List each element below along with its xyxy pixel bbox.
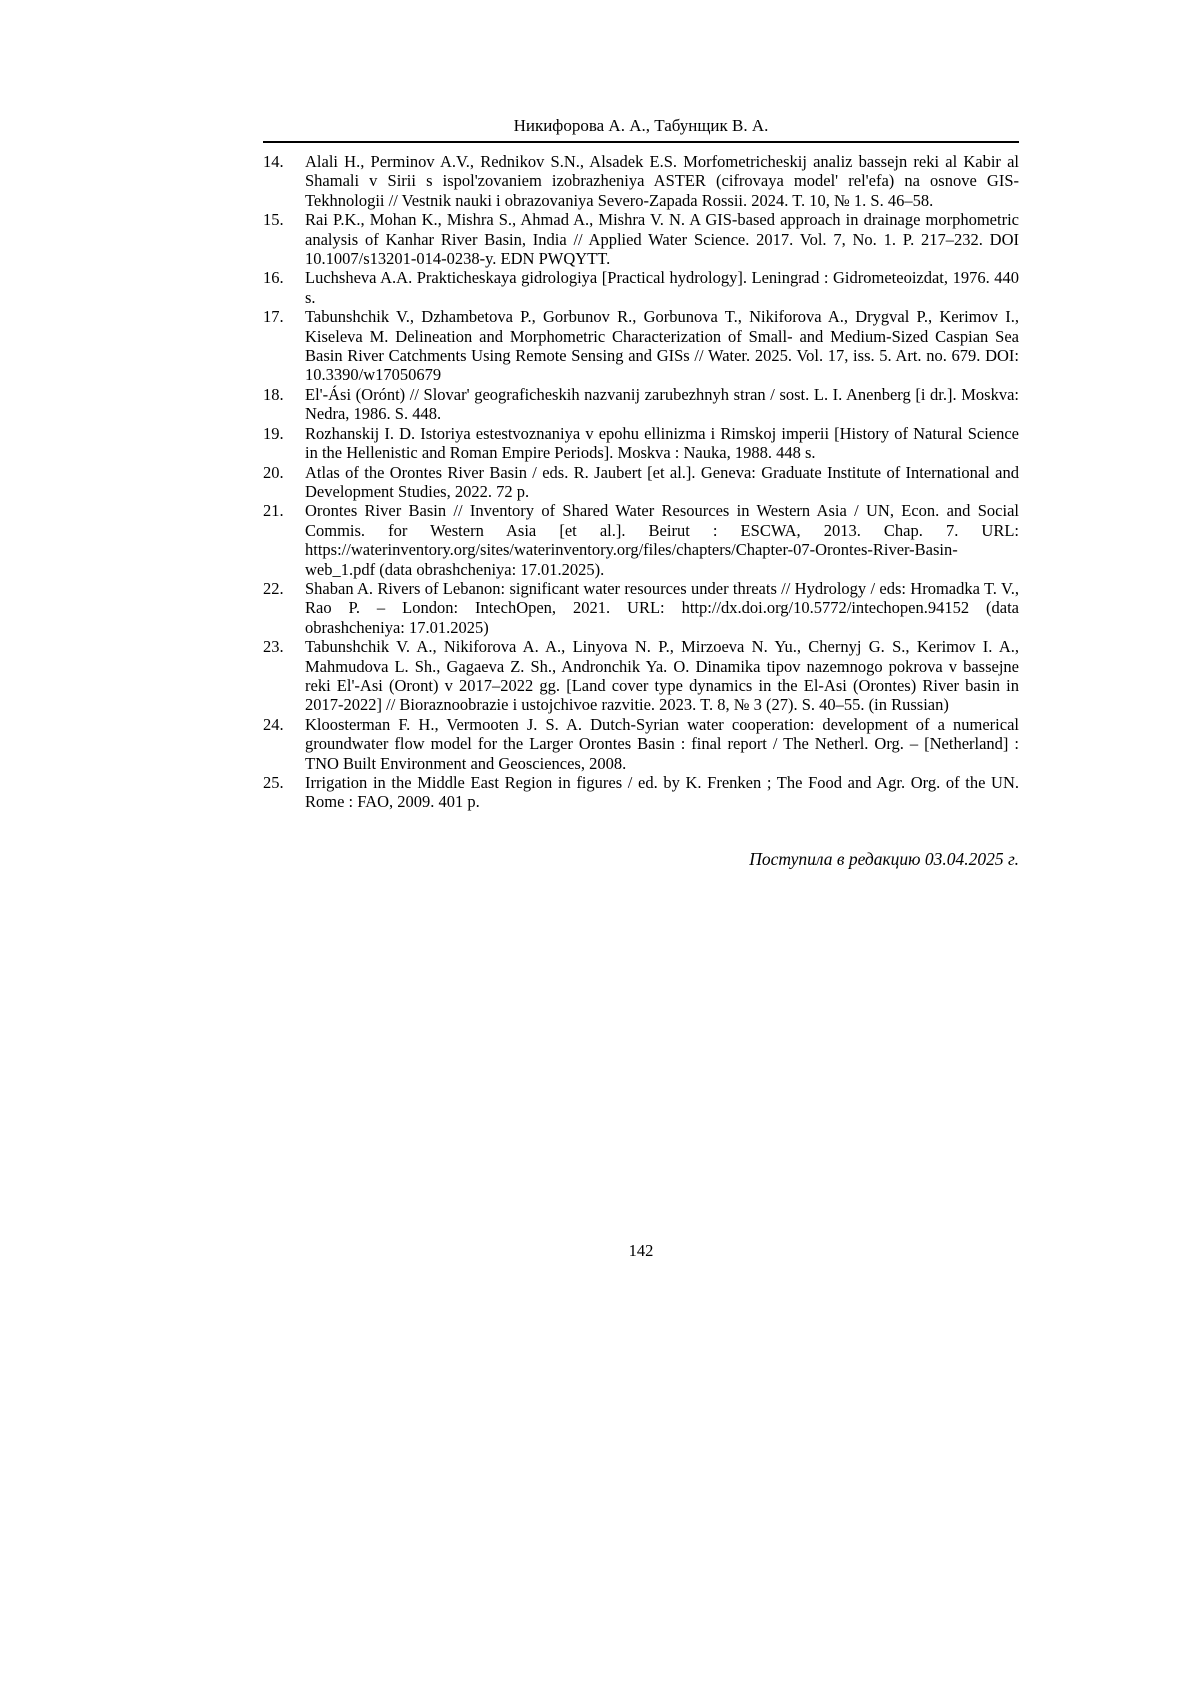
reference-item-21 [263,501,1019,579]
running-header: Никифорова А. А., Табунщик В. А. [263,116,1019,143]
reference-text: El'-Ási (Orónt) // Slovar' geograficheskih nazvanij zarubezhnyh stran / sost. L. I. Anenberg [i dr.]. Moskva: Nedra, 1986. S. 448. [305,384,1019,424]
reference-item-24 [263,715,1019,773]
reference-item-25 [263,773,1019,812]
reference-number: 15. [263,210,284,230]
reference-number: 25. [263,773,284,792]
reference-item-17 [263,307,1019,385]
reference-number: 16. [263,268,284,288]
reference-number: 20. [263,462,284,482]
reference-item-20 [263,463,1019,502]
received-note: Поступила в редакцию 03.04.2025 г. [749,848,1019,869]
reference-text: Tabunshchik V. A., Nikiforova A. A., Linyova N. P., Mirzoeva N. Yu., Chernyj G. S., Kerimov I. A., Mahmudova L. Sh., Gagaeva Z. Sh., Andronchik Ya. O. Dinamika tipov nazemnogo pokrova v bassejne reki El'-Asi (Oront) v 2017–2022 gg. [Land cover type dynamics in the El-Asi (Orontes) River basin in 2017-2022] // Bioraznoobrazie i ustojchivoe razvitie. 2023. T. 8, № 3 (27). S. 40–55. (in Russian) [305,637,1019,715]
page-content [263,116,1019,870]
reference-text: Kloosterman F. H., Vermooten J. S. A. Dutch-Syrian water cooperation: development of a numerical groundwater flow model for the Larger Orontes Basin : final report / The Netherl. Org. – [Netherland] : TNO Built Environment and Geosciences, 2008. [305,714,1019,773]
reference-number: 19. [263,423,284,443]
reference-item-22 [263,579,1019,637]
reference-item-18 [263,385,1019,424]
reference-text: Luchsheva A.A. Prakticheskaya gidrologiya [Practical hydrology]. Leningrad : Gidrometeoizdat, 1976. 440 s. [305,268,1019,307]
reference-text: Tabunshchik V., Dzhambetova P., Gorbunov R., Gorbunova T., Nikiforova A., Drygval P., Kerimov I., Kiseleva M. Delineation and Morphometric Characterization of Small- and Medium-Sized Caspian Sea Basin River Catchments Using Remote Sensing and GISs // Water. 2025. Vol. 17, iss. 5. Art. no. 679. DOI: 10.3390/w17050679 [305,307,1019,385]
reference-text: Irrigation in the Middle East Region in figures / ed. by K. Frenken ; The Food and Agr. Org. of the UN. Rome : FAO, 2009. 401 p. [305,773,1019,812]
reference-number: 24. [263,714,284,734]
reference-text: Atlas of the Orontes River Basin / eds. R. Jaubert [et al.]. Geneva: Graduate Institute of International and Development Studies, 2022. 72 p. [305,462,1019,501]
page-number: 142 [628,1241,654,1260]
reference-text: Rozhanskij I. D. Istoriya estestvoznaniya v epohu ellinizma i Rimskoj imperii [History of Natural Science in the Hellenistic and Roman Empire Periods]. Moskva : Nauka, 1988. 448 s. [305,423,1019,463]
reference-item-15 [263,210,1019,268]
reference-number: 18. [263,384,284,404]
reference-item-23 [263,637,1019,715]
reference-item-14 [263,152,1019,210]
reference-number: 21. [263,501,284,521]
reference-number: 14. [263,152,284,171]
reference-text: Rai P.K., Mohan K., Mishra S., Ahmad A., Mishra V. N. A GIS-based approach in drainage morphometric analysis of Kanhar River Basin, India // Applied Water Science. 2017. Vol. 7, No. 1. P. 217–232. DOI 10.1007/s13201-014-0238-y. EDN PWQYTT. [305,210,1019,269]
reference-number: 17. [263,307,284,327]
reference-number: 23. [263,637,284,657]
reference-list [263,152,1019,812]
reference-number: 22. [263,578,284,598]
reference-text: Orontes River Basin // Inventory of Shared Water Resources in Western Asia / UN, Econ. and Social Commis. for Western Asia [et al.]. Beirut : ESCWA, 2013. Chap. 7. URL: https://waterinventory.org/sites/waterinventory.org/files/chapters/Chapter-07-Orontes-River-Basin-web_1.pdf (data obrashcheniya: 17.01.2025). [305,501,1019,579]
reference-text: Alali H., Perminov A.V., Rednikov S.N., Alsadek E.S. Morfometricheskij analiz bassejn reki al Kabir al Shamali v Sirii s ispol'zovaniem izobrazheniya ASTER (cifrovaya model' rel'efa) na osnove GIS-Tekhnologii // Vestnik nauki i obrazovaniya Severo-Zapada Rossii. 2024. T. 10, № 1. S. 46–58. [305,152,1019,210]
reference-text: Shaban A. Rivers of Lebanon: significant water resources under threats // Hydrology / eds: Hromadka T. V., Rao P. – London: IntechOpen, 2021. URL: http://dx.doi.org/10.5772/intechopen.94152 (data obrashcheniya: 17.01.2025) [305,578,1019,637]
reference-item-19 [263,424,1019,463]
reference-item-16 [263,268,1019,307]
